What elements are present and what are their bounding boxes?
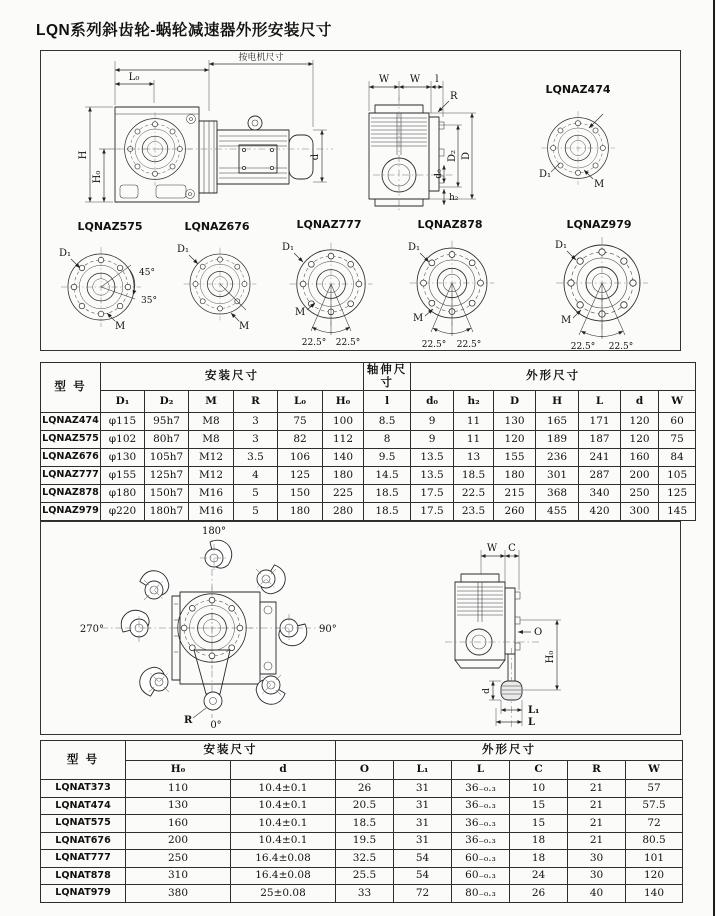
value-cell: 200 xyxy=(621,467,659,485)
dim-H0: H₀ xyxy=(92,170,103,184)
dim-angle-35: 35° xyxy=(141,296,157,306)
dim-L: L xyxy=(528,717,536,728)
dim-W: W xyxy=(486,543,498,554)
page-title: LQN系列斜齿轮-蜗轮减速器外形安装尺寸 xyxy=(36,22,332,39)
dim-O: O xyxy=(534,627,543,638)
value-cell: 75 xyxy=(278,413,323,431)
col-D1: D₁ xyxy=(101,391,145,413)
model-cell: LQNAT373 xyxy=(41,780,126,798)
table-row xyxy=(41,780,683,798)
value-cell: 30 xyxy=(568,850,626,868)
value-cell: 10.4±0.1 xyxy=(231,797,336,815)
model-cell: LQNAZ777 xyxy=(41,467,101,485)
value-cell: 15 xyxy=(510,815,568,833)
value-cell: 40 xyxy=(568,885,626,903)
value-cell: 10 xyxy=(510,780,568,798)
value-cell: 25±0.08 xyxy=(231,885,336,903)
value-cell: 60₋₀.₃ xyxy=(452,867,510,885)
dim-d: d xyxy=(310,153,321,161)
flange-lqnaz979 xyxy=(555,218,648,350)
value-cell: 130 xyxy=(126,797,231,815)
table-row xyxy=(41,867,683,885)
value-cell: 36₋₀.₃ xyxy=(452,815,510,833)
value-cell: 140 xyxy=(626,885,683,903)
value-cell: 25.5 xyxy=(336,867,394,885)
value-cell: 95h7 xyxy=(145,413,189,431)
value-cell: 3 xyxy=(234,431,278,449)
value-cell: 3.5 xyxy=(234,449,278,467)
az-table-body xyxy=(41,413,696,521)
dim-angle-left: 22.5° xyxy=(570,342,596,350)
value-cell: 10.4±0.1 xyxy=(231,832,336,850)
value-cell: 10.4±0.1 xyxy=(231,780,336,798)
value-cell: 57.5 xyxy=(626,797,683,815)
col-L: L xyxy=(579,391,621,413)
value-cell: 120 xyxy=(621,413,659,431)
scan-page-edge xyxy=(713,0,716,916)
value-cell: 280 xyxy=(323,503,364,521)
dim-angle-right: 22.5° xyxy=(335,338,361,348)
value-cell: 225 xyxy=(323,485,364,503)
flange-name: LQNAZ676 xyxy=(184,220,250,233)
model-cell: LQNAZ575 xyxy=(41,431,101,449)
value-cell: 17.5 xyxy=(411,485,454,503)
model-cell: LQNAT878 xyxy=(41,867,126,885)
dim-angle-left: 22.5° xyxy=(421,340,447,350)
col-h2: h₂ xyxy=(454,391,494,413)
col-W: W xyxy=(626,761,683,780)
value-cell: 9.5 xyxy=(364,449,411,467)
col-D2: D₂ xyxy=(145,391,189,413)
value-cell: 106 xyxy=(278,449,323,467)
value-cell: 24 xyxy=(510,867,568,885)
value-cell: 300 xyxy=(621,503,659,521)
flange-name: LQNAZ878 xyxy=(417,218,483,231)
col-H0: H₀ xyxy=(323,391,364,413)
value-cell: M16 xyxy=(189,503,234,521)
value-cell: 20.5 xyxy=(336,797,394,815)
value-cell: 22.5 xyxy=(454,485,494,503)
flange-lqnaz878 xyxy=(408,218,494,350)
col-W: W xyxy=(659,391,696,413)
table-row xyxy=(41,431,696,449)
value-cell: 13 xyxy=(454,449,494,467)
flange-name: LQNAZ777 xyxy=(296,218,362,231)
value-cell: M8 xyxy=(189,431,234,449)
model-cell: LQNAZ474 xyxy=(41,413,101,431)
outline-group-header: 外形尺寸 xyxy=(336,741,683,761)
dim-M: M xyxy=(239,321,250,332)
value-cell: 380 xyxy=(126,885,231,903)
value-cell: 18.5 xyxy=(364,503,411,521)
value-cell: 18.5 xyxy=(364,485,411,503)
dim-d0: d₀ xyxy=(434,169,444,179)
flange-name: LQNAZ979 xyxy=(566,218,632,231)
outline-drawings-panel xyxy=(40,50,681,351)
dim-D2: D₂ xyxy=(447,149,458,163)
value-cell: 60 xyxy=(659,413,696,431)
dim-C: C xyxy=(508,543,516,554)
model-cell: LQNAT474 xyxy=(41,797,126,815)
table-row xyxy=(41,850,683,868)
value-cell: 18.5 xyxy=(454,467,494,485)
value-cell: 80.5 xyxy=(626,832,683,850)
value-cell: 82 xyxy=(278,431,323,449)
value-cell: 23.5 xyxy=(454,503,494,521)
value-cell: 236 xyxy=(536,449,579,467)
table-row xyxy=(41,413,696,431)
flange-lqnaz575 xyxy=(59,220,157,332)
value-cell: 5 xyxy=(234,503,278,521)
dim-L0: L₀ xyxy=(128,72,140,83)
value-cell: 31 xyxy=(394,780,452,798)
table-row xyxy=(41,449,696,467)
value-cell: 84 xyxy=(659,449,696,467)
value-cell: 455 xyxy=(536,503,579,521)
value-cell: 130 xyxy=(494,413,536,431)
value-cell: 11 xyxy=(454,431,494,449)
value-cell: 57 xyxy=(626,780,683,798)
value-cell: 18 xyxy=(510,832,568,850)
value-cell: 155 xyxy=(494,449,536,467)
col-d: d xyxy=(621,391,659,413)
value-cell: 368 xyxy=(536,485,579,503)
value-cell: 160 xyxy=(621,449,659,467)
value-cell: 187 xyxy=(579,431,621,449)
dim-M: M xyxy=(561,315,572,326)
table-row xyxy=(41,815,683,833)
value-cell: 101 xyxy=(626,850,683,868)
dim-D1: D₁ xyxy=(177,244,190,255)
value-cell: 26 xyxy=(336,780,394,798)
model-cell: LQNAT777 xyxy=(41,850,126,868)
value-cell: 160 xyxy=(126,815,231,833)
value-cell: 215 xyxy=(494,485,536,503)
table-row xyxy=(41,832,683,850)
model-cell: LQNAT676 xyxy=(41,832,126,850)
model-cell: LQNAZ676 xyxy=(41,449,101,467)
value-cell: 21 xyxy=(568,832,626,850)
value-cell: 54 xyxy=(394,867,452,885)
value-cell: 287 xyxy=(579,467,621,485)
dim-angle-left: 22.5° xyxy=(301,338,327,348)
value-cell: 420 xyxy=(579,503,621,521)
value-cell: 17.5 xyxy=(411,503,454,521)
value-cell: 21 xyxy=(568,797,626,815)
mounting-drawings-panel xyxy=(40,521,681,735)
value-cell: 11 xyxy=(454,413,494,431)
model-cell: LQNAZ979 xyxy=(41,503,101,521)
model-cell: LQNAT979 xyxy=(41,885,126,903)
value-cell: 26 xyxy=(510,885,568,903)
value-cell: 75 xyxy=(659,431,696,449)
dim-M: M xyxy=(295,307,306,318)
value-cell: 13.5 xyxy=(411,449,454,467)
motor-size-note: 按电机尺寸 xyxy=(238,52,284,62)
value-cell: 30 xyxy=(568,867,626,885)
dim-L1: L₁ xyxy=(528,705,540,716)
position-270: 270° xyxy=(79,624,104,635)
col-M: M xyxy=(189,391,234,413)
col-L1: L₁ xyxy=(394,761,452,780)
dim-D1: D₁ xyxy=(539,169,552,180)
value-cell: 180h7 xyxy=(145,503,189,521)
value-cell: φ180 xyxy=(101,485,145,503)
dim-h2: h₂ xyxy=(449,193,459,203)
value-cell: 80h7 xyxy=(145,431,189,449)
value-cell: 241 xyxy=(579,449,621,467)
torque-arm-R-label: R xyxy=(184,715,193,726)
col-R: R xyxy=(568,761,626,780)
flange-name: LQNAZ474 xyxy=(545,83,611,96)
col-H: H xyxy=(536,391,579,413)
value-cell: 180 xyxy=(494,467,536,485)
value-cell: 301 xyxy=(536,467,579,485)
flange-lqnaz777 xyxy=(282,218,372,348)
col-d0: d₀ xyxy=(411,391,454,413)
col-C: C xyxy=(510,761,568,780)
value-cell: 110 xyxy=(126,780,231,798)
value-cell: 54 xyxy=(394,850,452,868)
value-cell: 125h7 xyxy=(145,467,189,485)
az-dimensions-table xyxy=(40,362,696,521)
install-group-header: 安装尺寸 xyxy=(126,741,336,761)
value-cell: 3 xyxy=(234,413,278,431)
value-cell: 5 xyxy=(234,485,278,503)
value-cell: 33 xyxy=(336,885,394,903)
value-cell: 9 xyxy=(411,413,454,431)
value-cell: 250 xyxy=(126,850,231,868)
value-cell: φ155 xyxy=(101,467,145,485)
value-cell: 9 xyxy=(411,431,454,449)
col-D: D xyxy=(494,391,536,413)
value-cell: 18.5 xyxy=(336,815,394,833)
value-cell: 150h7 xyxy=(145,485,189,503)
dim-M: M xyxy=(413,313,424,324)
at-dimensions-table xyxy=(40,740,683,903)
col-l: l xyxy=(364,391,411,413)
value-cell: 80₋₀.₃ xyxy=(452,885,510,903)
value-cell: φ130 xyxy=(101,449,145,467)
model-cell: LQNAT575 xyxy=(41,815,126,833)
position-90: 90° xyxy=(319,624,337,635)
dim-H: H xyxy=(78,150,89,160)
dim-D1: D₁ xyxy=(282,242,295,253)
dim-H0: H₀ xyxy=(545,650,556,664)
value-cell: 32.5 xyxy=(336,850,394,868)
col-L: L xyxy=(452,761,510,780)
dim-M: M xyxy=(115,321,126,332)
value-cell: 10.4±0.1 xyxy=(231,815,336,833)
model-cell: LQNAZ878 xyxy=(41,485,101,503)
dim-D1: D₁ xyxy=(555,240,568,251)
value-cell: 125 xyxy=(278,467,323,485)
value-cell: 120 xyxy=(621,431,659,449)
value-cell: 60₋₀.₃ xyxy=(452,850,510,868)
dim-d: d xyxy=(482,688,492,694)
value-cell: 8.5 xyxy=(364,413,411,431)
value-cell: 310 xyxy=(126,867,231,885)
value-cell: 125 xyxy=(659,485,696,503)
mounting-drawings xyxy=(41,522,680,734)
value-cell: 120 xyxy=(494,431,536,449)
value-cell: 260 xyxy=(494,503,536,521)
flange-lqnaz474 xyxy=(539,83,615,190)
value-cell: φ115 xyxy=(101,413,145,431)
at-table-body xyxy=(41,780,683,903)
col-O: O xyxy=(336,761,394,780)
value-cell: 8 xyxy=(364,431,411,449)
model-column-header: 型 号 xyxy=(41,363,101,413)
value-cell: 105h7 xyxy=(145,449,189,467)
value-cell: 31 xyxy=(394,832,452,850)
dim-M: M xyxy=(594,179,605,190)
value-cell: M12 xyxy=(189,467,234,485)
value-cell: 189 xyxy=(536,431,579,449)
dim-angle-45: 45° xyxy=(139,268,155,278)
table-row xyxy=(41,485,696,503)
value-cell: 171 xyxy=(579,413,621,431)
col-R: R xyxy=(234,391,278,413)
value-cell: 112 xyxy=(323,431,364,449)
value-cell: 36₋₀.₃ xyxy=(452,832,510,850)
front-view-drawing xyxy=(369,74,476,213)
value-cell: 340 xyxy=(579,485,621,503)
value-cell: 16.4±0.08 xyxy=(231,850,336,868)
col-d: d xyxy=(231,761,336,780)
value-cell: M12 xyxy=(189,449,234,467)
value-cell: 140 xyxy=(323,449,364,467)
mounting-position-diagram xyxy=(80,526,337,731)
model-column-header: 型 号 xyxy=(41,741,126,780)
value-cell: 180 xyxy=(278,503,323,521)
value-cell: 21 xyxy=(568,815,626,833)
dim-angle-right: 22.5° xyxy=(456,340,482,350)
install-group-header: 安装尺寸 xyxy=(101,363,364,391)
dim-D1: D₁ xyxy=(59,248,72,259)
value-cell: 200 xyxy=(126,832,231,850)
value-cell: 165 xyxy=(536,413,579,431)
value-cell: 13.5 xyxy=(411,467,454,485)
value-cell: 145 xyxy=(659,503,696,521)
value-cell: 31 xyxy=(394,797,452,815)
value-cell: 18 xyxy=(510,850,568,868)
flange-name: LQNAZ575 xyxy=(77,220,143,233)
position-0: 0° xyxy=(210,720,222,731)
value-cell: 250 xyxy=(621,485,659,503)
value-cell: φ102 xyxy=(101,431,145,449)
table-row xyxy=(41,797,683,815)
value-cell: 36₋₀.₃ xyxy=(452,797,510,815)
value-cell: 72 xyxy=(626,815,683,833)
dim-l: l xyxy=(435,74,439,85)
value-cell: 4 xyxy=(234,467,278,485)
side-view-drawing xyxy=(78,51,333,202)
col-L0: L₀ xyxy=(278,391,323,413)
dim-W1: W xyxy=(378,74,390,85)
col-H0: H₀ xyxy=(126,761,231,780)
value-cell: 21 xyxy=(568,780,626,798)
value-cell: 72 xyxy=(394,885,452,903)
value-cell: 150 xyxy=(278,485,323,503)
value-cell: 16.4±0.08 xyxy=(231,867,336,885)
value-cell: M8 xyxy=(189,413,234,431)
torque-arm-side-view xyxy=(445,543,561,728)
value-cell: 105 xyxy=(659,467,696,485)
value-cell: 120 xyxy=(626,867,683,885)
dim-D: D xyxy=(461,151,472,161)
value-cell: M16 xyxy=(189,485,234,503)
value-cell: 100 xyxy=(323,413,364,431)
value-cell: 14.5 xyxy=(364,467,411,485)
table-row xyxy=(41,503,696,521)
outline-drawings xyxy=(41,51,680,350)
position-180: 180° xyxy=(201,526,227,537)
value-cell: 36₋₀.₃ xyxy=(452,780,510,798)
value-cell: 31 xyxy=(394,815,452,833)
table-row xyxy=(41,467,696,485)
dim-D1: D₁ xyxy=(408,242,421,253)
dim-W2: W xyxy=(409,74,421,85)
value-cell: 19.5 xyxy=(336,832,394,850)
dim-R: R xyxy=(450,91,458,102)
value-cell: φ220 xyxy=(101,503,145,521)
dim-angle-right: 22.5° xyxy=(608,342,634,350)
outline-group-header: 外形尺寸 xyxy=(411,363,696,391)
value-cell: 15 xyxy=(510,797,568,815)
shaft-group-header: 轴伸尺寸 xyxy=(364,363,411,391)
flange-lqnaz676 xyxy=(177,220,256,332)
value-cell: 180 xyxy=(323,467,364,485)
table-row xyxy=(41,885,683,903)
